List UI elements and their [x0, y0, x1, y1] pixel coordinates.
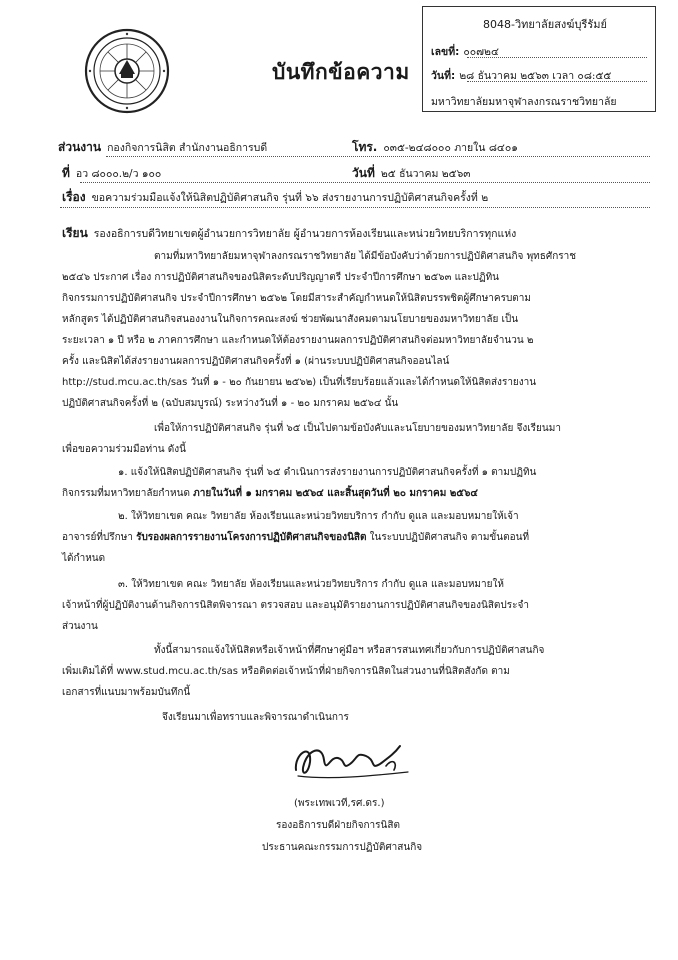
p1-line: ตามที่มหาวิทยาลัยมหาจุฬาลงกรณราชวิทยาลัย ได้มีข้อบังคับว่าด้วยการปฏิบัติศาสนกิจ พุทธศักราช — [154, 251, 577, 262]
subject-row — [62, 188, 488, 207]
reference-dotline — [80, 182, 650, 183]
recipient-value: รองอธิการบดีวิทยาเขตผู้อำนวยการวิทยาลัย ผู้อำนวยการห้องเรียนและหน่วยวิทยบริการทุกแห่ง — [93, 228, 517, 240]
stamp-organization: 8048-วิทยาลัยสงฆ์บุรีรัมย์ — [483, 18, 607, 31]
p1-line: ปฏิบัติศาสนกิจครั้งที่ ๒ (ฉบับสมบูรณ์) ระหว่างวันที่ ๑ - ๒๐ มกราคม ๒๕๖๔ นั้น — [62, 398, 399, 409]
telephone-value: ๐๓๕-๒๔๘๐๐๐ ภายใน ๘๔๐๑ — [383, 142, 518, 154]
recipient-label: เรียน — [62, 226, 88, 240]
department-row — [58, 138, 267, 157]
p1-line: ระยะเวลา ๑ ปี หรือ ๒ ภาคการศึกษา และกำหนดให้ต้องรายงานผลการปฏิบัติศาสนกิจต่อมหาวิทยาลัยจำนวน ๒ — [62, 335, 534, 346]
document-title: บันทึกข้อความ — [272, 60, 410, 84]
p3-line: ทั้งนี้สามารถแจ้งให้นิสิตหรือเจ้าหน้าที่ศึกษาคู่มือฯ หรือสารสนเทศเกี่ยวกับการปฏิบัติศาสนกิจ — [154, 645, 545, 656]
department-label: ส่วนงาน — [58, 140, 102, 154]
item-1-text: กิจกรรมที่มหาวิทยาลัยกำหนด — [62, 488, 194, 499]
signer-name: (พระเทพเวที,รศ.ดร.) — [294, 798, 385, 809]
item-1-deadline: ภายในวันที่ ๑ มกราคม ๒๕๖๔ และสิ้นสุดวันที่ ๒๐ มกราคม ๒๕๖๔ — [193, 488, 478, 499]
paragraph-2 — [62, 418, 561, 460]
closing-sentence: จึงเรียนมาเพื่อทราบและพิจารณาดำเนินการ — [162, 712, 349, 723]
item-3-line: เจ้าหน้าที่ผู้ปฏิบัติงานด้านกิจการนิสิตพิจารณา ตรวจสอบ และอนุมัติรายงานการปฏิบัติศาสนกิจของนิสิตประจำ — [62, 600, 529, 611]
p2-line: เพื่อขอความร่วมมือท่าน ดังนี้ — [62, 444, 186, 455]
item-1-line — [62, 483, 536, 504]
item-2-line: ๒. ให้วิทยาเขต คณะ วิทยาลัย ห้องเรียนและหน่วยวิทยบริการ กำกับ ดูแล และมอบหมายให้เจ้า — [118, 511, 519, 522]
item-2-line: ได้กำหนด — [62, 553, 106, 564]
recipient-row — [62, 224, 516, 243]
stamp-date-value: ๒๘ ธันวาคม ๒๕๖๓ เวลา ๐๘:๕๕ — [459, 70, 612, 82]
signer-position-2: ประธานคณะกรรมการปฏิบัติศาสนกิจ — [262, 842, 423, 853]
p1-line: ๒๕๔๖ ประกาศ เรื่อง การปฏิบัติศาสนกิจของนิสิตระดับปริญญาตรี ประจำปีการศึกษา ๒๕๖๓ และปฏิทิน — [62, 272, 500, 283]
item-2-text-post: ในระบบปฏิบัติศาสนกิจ ตามขั้นตอนที่ — [366, 532, 530, 543]
item-1 — [62, 462, 536, 504]
p2-line: เพื่อให้การปฏิบัติศาสนกิจ รุ่นที่ ๖๕ เป็นไปตามข้อบังคับและนโยบายของมหาวิทยาลัย จึงเรียนมา — [154, 423, 561, 434]
item-2-line — [62, 527, 529, 548]
telephone-row — [352, 138, 518, 157]
item-2-text: อาจารย์ที่ปรึกษา — [62, 532, 137, 543]
department-dotline — [106, 156, 650, 157]
p1-line: http://stud.mcu.ac.th/sas วันที่ ๑ - ๒๐ กันยายน ๒๕๖๒) เป็นที่เรียบร้อยแล้วและได้กำหนดให้นิสิตส่งรายงาน — [62, 377, 537, 388]
item-3-line: ๓. ให้วิทยาเขต คณะ วิทยาลัย ห้องเรียนและหน่วยวิทยบริการ กำกับ ดูแล และมอบหมายให้ — [118, 579, 504, 590]
receipt-stamp — [422, 6, 656, 112]
telephone-label: โทร. — [352, 140, 378, 154]
date-label: วันที่ — [352, 166, 375, 180]
p3-line: เพิ่มเติมได้ที่ www.stud.mcu.ac.th/sas หรือติดต่อเจ้าหน้าที่ฝ่ายกิจการนิสิตในส่วนงานที่นิสิตสังกัด ตาม — [62, 666, 510, 677]
subject-value: ขอความร่วมมือแจ้งให้นิสิตปฏิบัติศาสนกิจ รุ่นที่ ๖๖ ส่งรายงานการปฏิบัติศาสนกิจครั้งที่ ๒ — [91, 192, 489, 204]
subject-dotline — [60, 207, 650, 208]
stamp-date-label: วันที่: — [431, 70, 456, 82]
university-seal-icon — [84, 28, 170, 114]
handwritten-signature — [290, 736, 420, 784]
reference-row — [62, 164, 161, 183]
department-value: กองกิจการนิสิต สำนักงานอธิการบดี — [107, 142, 268, 154]
stamp-number-dotline — [467, 57, 647, 58]
stamp-number-value: ๐๐๗๒๔ — [463, 46, 499, 58]
p3-line: เอกสารที่แนบมาพร้อมบันทึกนี้ — [62, 687, 191, 698]
stamp-date-dotline — [467, 81, 647, 82]
paragraph-3 — [62, 640, 544, 703]
item-3 — [62, 574, 529, 637]
p1-line: ครั้ง และนิสิตได้ส่งรายงานผลการปฏิบัติศาสนกิจครั้งที่ ๑ (ผ่านระบบปฏิบัติศาสนกิจออนไลน์ — [62, 356, 450, 367]
item-2 — [62, 506, 529, 569]
item-2-emphasis: รับรองผลการรายงานโครงการปฏิบัติศาสนกิจของนิสิต — [136, 532, 367, 543]
subject-label: เรื่อง — [62, 190, 86, 204]
date-value: ๒๕ ธันวาคม ๒๕๖๓ — [380, 168, 471, 180]
date-row — [352, 164, 470, 183]
signer-position-1: รองอธิการบดีฝ่ายกิจการนิสิต — [276, 820, 400, 831]
paragraph-1 — [62, 246, 576, 414]
item-3-line: ส่วนงาน — [62, 621, 98, 632]
item-1-line: ๑. แจ้งให้นิสิตปฏิบัติศาสนกิจ รุ่นที่ ๖๕ ดำเนินการส่งรายงานการปฏิบัติศาสนกิจครั้งที่ ๑ ตามปฏิทิน — [118, 467, 537, 478]
p1-line: กิจกรรมการปฏิบัติศาสนกิจ ประจำปีการศึกษา ๒๕๖๒ โดยมีสาระสำคัญกำหนดให้นิสิตบรรพชิตผู้ศึกษาครบตาม — [62, 293, 532, 304]
reference-value: อว ๘๐๐๐.๒/ว ๑๐๐ — [75, 168, 162, 180]
stamp-university: มหาวิทยาลัยมหาจุฬาลงกรณราชวิทยาลัย — [431, 96, 617, 108]
p1-line: หลักสูตร ได้ปฏิบัติศาสนกิจสนองงานในกิจการคณะสงฆ์ ช่วยพัฒนาสังคมตามนโยบายของมหาวิทยาลัย เป็น — [62, 314, 519, 325]
stamp-number-label: เลขที่: — [431, 46, 460, 58]
reference-label: ที่ — [62, 166, 70, 180]
